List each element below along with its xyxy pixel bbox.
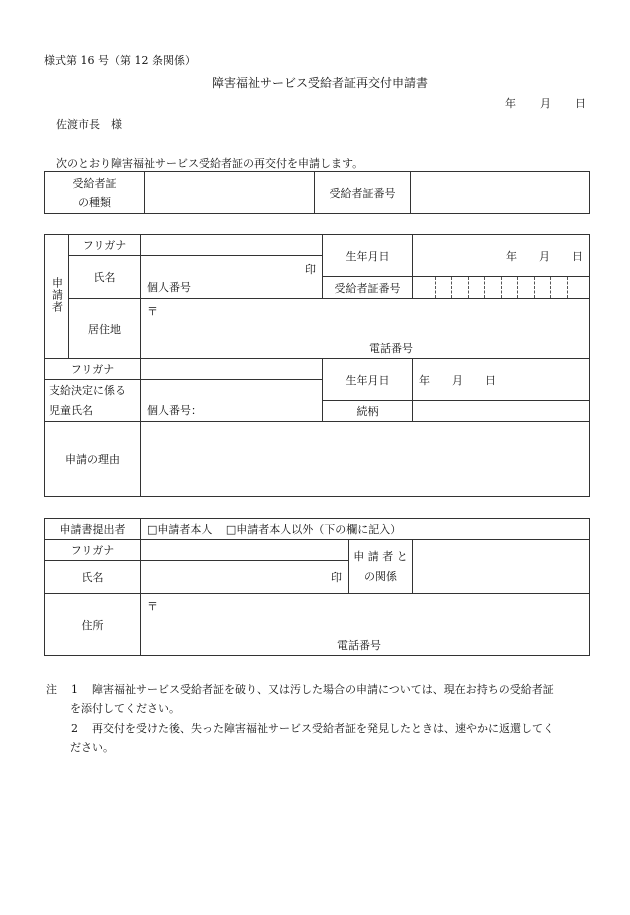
- seal-mark: 印: [305, 262, 316, 276]
- note-1-line-2: を添付してください。: [70, 702, 180, 715]
- submitter-table: [44, 518, 590, 656]
- applicant-furigana-field[interactable]: [141, 235, 323, 256]
- submitter-phone-label: 電話番号: [337, 639, 381, 652]
- cert-type-field[interactable]: [145, 172, 315, 214]
- date-day[interactable]: 日: [575, 97, 586, 110]
- date-month[interactable]: 月: [540, 97, 551, 110]
- applicant-name-field[interactable]: [141, 256, 323, 277]
- cert-type-label: 受給者証 の種類: [45, 172, 145, 214]
- child-birth-field[interactable]: 年 月 日: [413, 359, 590, 401]
- applicant-residence-label: 居住地: [69, 299, 141, 359]
- seal-mark: 印: [331, 571, 342, 584]
- applicant-birth-field[interactable]: 年 月 日: [413, 235, 590, 277]
- child-name-label: 支給決定に係る 児童氏名: [45, 380, 141, 422]
- applicant-birth-label: 生年月日: [323, 235, 413, 277]
- form-title: 障害福祉サービス受給者証再交付申請書: [212, 76, 429, 90]
- child-name-field[interactable]: [141, 380, 323, 422]
- applicant-cert-number-label: 受給者証番号: [323, 277, 413, 299]
- child-relation-label: 続柄: [323, 401, 413, 422]
- postal-mark: 〒: [147, 305, 158, 318]
- intro-text: 次のとおり障害福祉サービス受給者証の再交付を申請します。: [56, 157, 364, 170]
- form-number: 様式第 16 号（第 12 条関係）: [44, 54, 196, 67]
- reason-field[interactable]: [141, 422, 590, 497]
- notes-prefix: 注: [46, 683, 57, 696]
- addressee: 佐渡市長 様: [56, 118, 122, 131]
- applicant-phone-label: 電話番号: [369, 342, 413, 355]
- applicant-cert-number-field[interactable]: [413, 277, 590, 299]
- child-furigana-label: フリガナ: [45, 359, 141, 380]
- postal-mark: 〒: [147, 600, 158, 613]
- option-other-checkbox[interactable]: □申請者本人以外（下の欄に記入）: [225, 523, 402, 536]
- submitter-relation-label: 申 請 者 と の関係: [349, 540, 413, 594]
- child-furigana-field[interactable]: [141, 359, 323, 380]
- note-2-line-1: 再交付を受けた後、失った障害福祉サービス受給者証を発見したときは、速やかに返還してく: [92, 722, 554, 735]
- submitter-relation-field[interactable]: [413, 540, 590, 594]
- submitter-name-label: 氏名: [45, 561, 141, 594]
- note-1-number: 1: [71, 683, 78, 696]
- applicant-name-label: 氏名: [69, 256, 141, 299]
- certificate-table: [44, 171, 590, 214]
- cert-number-field[interactable]: [411, 172, 590, 214]
- applicant-individual-number[interactable]: 個人番号: [141, 277, 323, 299]
- submitter-address-field[interactable]: [141, 594, 590, 656]
- child-individual-number: 個人番号：: [147, 404, 202, 417]
- option-self-checkbox[interactable]: □申請者本人: [147, 523, 213, 536]
- reason-label: 申請の理由: [45, 422, 141, 497]
- submitter-options: [141, 519, 590, 540]
- applicant-furigana-label: フリガナ: [69, 235, 141, 256]
- submitter-label: 申請書提出者: [45, 519, 141, 540]
- child-relation-field[interactable]: [413, 401, 590, 422]
- applicant-table: [44, 234, 590, 497]
- note-1-line-1: 障害福祉サービス受給者証を破り、又は汚した場合の申請については、現在お持ちの受給者証: [92, 683, 554, 696]
- submitter-furigana-label: フリガナ: [45, 540, 141, 561]
- note-2-line-2: ださい。: [70, 741, 114, 754]
- applicant-residence-field[interactable]: [141, 299, 590, 359]
- submitter-name-field[interactable]: [141, 561, 349, 594]
- note-2-number: 2: [71, 722, 78, 735]
- child-birth-label: 生年月日: [323, 359, 413, 401]
- applicant-section-label: 申請者: [45, 235, 69, 359]
- submitter-furigana-field[interactable]: [141, 540, 349, 561]
- cert-number-label: 受給者証番号: [315, 172, 411, 214]
- date-year[interactable]: 年: [505, 97, 516, 110]
- submitter-address-label: 住所: [45, 594, 141, 656]
